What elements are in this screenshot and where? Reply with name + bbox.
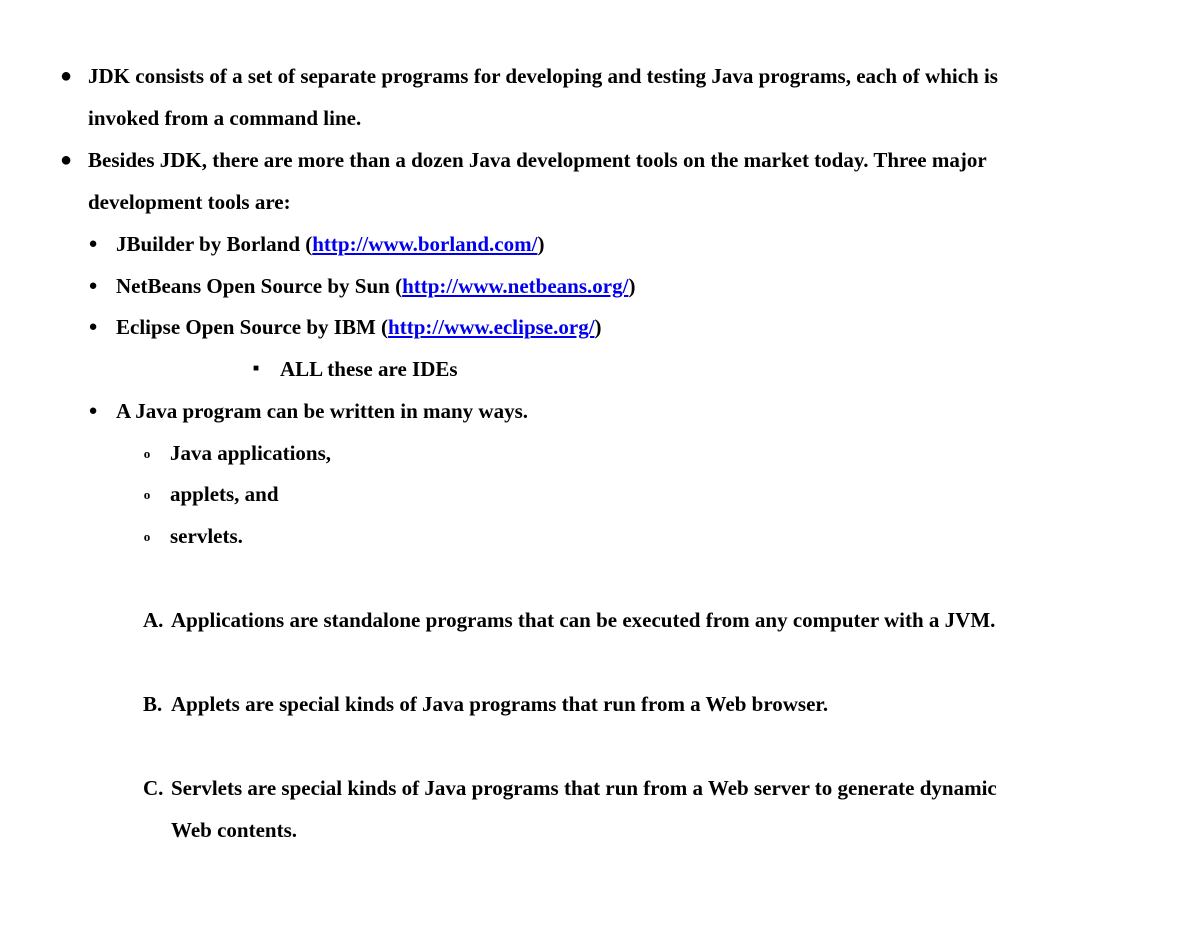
tool-2-label: NetBeans Open Source by Sun ( [116, 274, 403, 298]
eclipse-link[interactable]: http://www.eclipse.org/ [388, 315, 595, 339]
main-bullet-2-line-2: development tools are: [88, 190, 291, 214]
way-1-marker: o [143, 446, 151, 461]
tool-1-marker: ● [88, 236, 98, 252]
way-item-1: Java applications, [170, 441, 332, 465]
tool-3-close: ) [594, 315, 602, 339]
definition-a-text: Applications are standalone programs that can be executed from any computer with a JVM. [171, 608, 996, 632]
tool-item-jbuilder [116, 223, 544, 265]
ide-note: ALL these are IDEs [280, 357, 458, 381]
way-item-2: applets, and [170, 482, 279, 506]
tool-3-label: Eclipse Open Source by IBM ( [116, 315, 389, 339]
definition-c-line-1: Servlets are special kinds of Java programs that run from a Web server to generate dynamic [171, 776, 997, 800]
main-bullet-2-line-1: Besides JDK, there are more than a dozen Java development tools on the market today. Three major [88, 148, 987, 172]
way-item-3: servlets. [170, 524, 243, 548]
tool-item-eclipse [116, 306, 602, 348]
definition-a-letter: A. [143, 608, 164, 632]
netbeans-link[interactable]: http://www.netbeans.org/ [402, 274, 629, 298]
main-bullet-2-marker: ● [59, 149, 73, 171]
tool-3-marker: ● [88, 319, 98, 335]
definition-c-line-2: Web contents. [171, 818, 297, 842]
ways-intro: A Java program can be written in many ways. [116, 399, 529, 423]
tool-item-netbeans [116, 265, 635, 307]
definition-b-text: Applets are special kinds of Java programs that run from a Web browser. [171, 692, 829, 716]
way-2-marker: o [143, 487, 151, 502]
tool-2-close: ) [628, 274, 636, 298]
main-bullet-1-line-1: JDK consists of a set of separate programs for developing and testing Java programs, each of which is [88, 64, 998, 88]
main-bullet-1-line-2: invoked from a command line. [88, 106, 362, 130]
definition-c-letter: C. [143, 776, 164, 800]
tool-1-label: JBuilder by Borland ( [116, 232, 313, 256]
ide-note-marker: ■ [252, 363, 260, 374]
tool-2-marker: ● [88, 278, 98, 294]
tool-1-close: ) [537, 232, 545, 256]
way-3-marker: o [143, 529, 151, 544]
borland-link[interactable]: http://www.borland.com/ [312, 232, 538, 256]
ways-intro-marker: ● [88, 403, 98, 419]
main-bullet-1-marker: ● [59, 65, 73, 87]
definition-b-letter: B. [143, 692, 163, 716]
